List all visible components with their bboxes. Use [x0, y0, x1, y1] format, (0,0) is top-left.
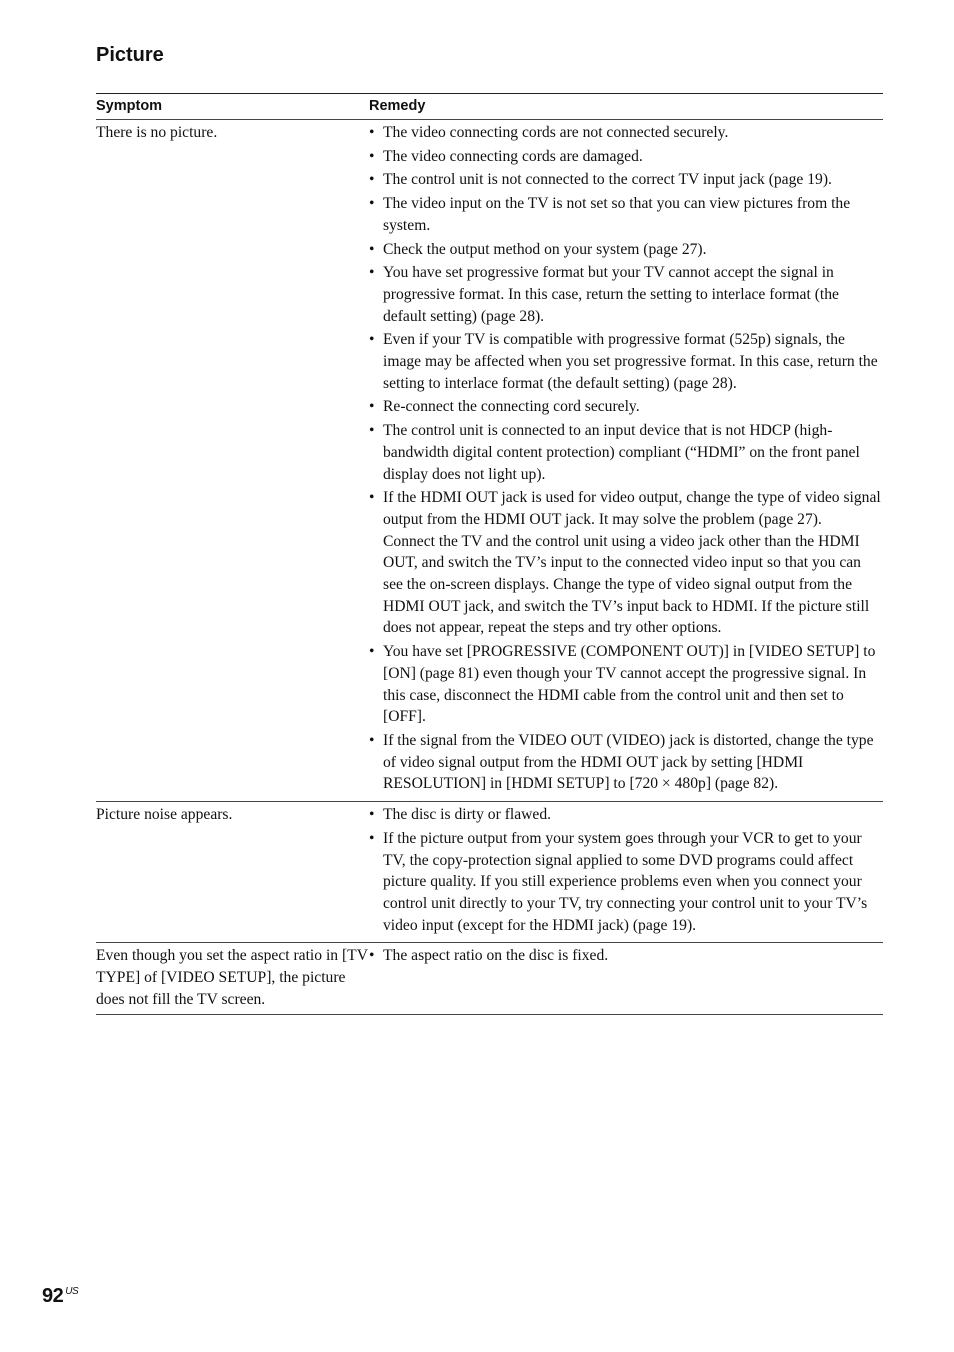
remedy-item	[369, 641, 883, 728]
remedy-item	[369, 193, 883, 236]
remedy-item	[369, 146, 883, 168]
remedy-text: The control unit is not connected to the correct TV input jack (page 19).	[383, 171, 832, 189]
remedy-cell	[369, 802, 883, 943]
remedy-text: Even if your TV is compatible with progressive format (525p) signals, the image may be affected when you set progressive format. In this case, return the setting to interlace format (the default setting) (page 28).	[383, 331, 878, 392]
remedy-cell	[369, 943, 883, 1015]
table-row	[96, 120, 883, 802]
remedy-item	[369, 945, 883, 967]
remedy-item	[369, 169, 883, 191]
remedy-text: The video input on the TV is not set so that you can view pictures from the system.	[383, 195, 851, 234]
remedy-item	[369, 122, 883, 144]
remedy-continuation-text: Connect the TV and the control unit using a video jack other than the HDMI OUT, and switch the TV’s input to the connected video input so that you can see the on-screen displays. Change the type of video signal output from the HDMI OUT jack, and switch the TV’s input back to HDMI. If the picture still does not appear, repeat the steps and try other options.	[383, 532, 870, 637]
remedy-text: If the picture output from your system goes through your VCR to get to your TV, the copy-protection signal applied to some DVD programs could affect picture quality. If you still experience problems even when you connect your control unit directly to your TV, try connecting your control unit to your TV’s video input (except for the HDMI jack) (page 19).	[383, 829, 868, 934]
remedy-column-header: Remedy	[369, 98, 426, 114]
remedy-text: The aspect ratio on the disc is fixed.	[383, 947, 609, 965]
symptom-column-header: Symptom	[96, 98, 163, 114]
remedy-text: If the HDMI OUT jack is used for video output, change the type of video signal output from the HDMI OUT jack. It may solve the problem (page 27).	[383, 489, 881, 528]
symptom-cell: Picture noise appears.	[96, 806, 233, 824]
remedy-text: Check the output method on your system (page 27).	[383, 240, 707, 258]
remedy-cell	[369, 120, 883, 802]
symptom-cell: There is no picture.	[96, 124, 218, 141]
remedy-text: The video connecting cords are damaged.	[383, 147, 643, 165]
remedy-item	[369, 804, 883, 826]
section-title: Picture	[96, 44, 164, 66]
remedy-text: The disc is dirty or flawed.	[383, 806, 552, 824]
remedy-item	[369, 396, 883, 418]
troubleshooting-table	[96, 93, 883, 1015]
page-number	[42, 1285, 78, 1308]
remedy-text: If the signal from the VIDEO OUT (VIDEO) jack is distorted, change the type of video signal output from the HDMI OUT jack by setting [HDMI RESOLUTION] in [HDMI SETUP] to [720 × 480p] (page 82).	[383, 731, 874, 793]
remedy-text: You have set [PROGRESSIVE (COMPONENT OUT)] in [VIDEO SETUP] to [ON] (page 81) even though your TV cannot accept the progressive signal. In this case, disconnect the HDMI cable from the control unit and then set to [OFF].	[383, 643, 876, 726]
remedy-list	[369, 804, 883, 936]
table-row	[96, 802, 883, 943]
remedy-text: The control unit is connected to an input device that is not HDCP (high-bandwidth digital content protection) compliant (“HDMI” on the front panel display does not light up).	[383, 422, 860, 483]
remedy-text: You have set progressive format but your TV cannot accept the signal in progressive format. In this case, return the setting to interlace format (the default setting) (page 28).	[383, 264, 839, 325]
remedy-item	[369, 730, 883, 795]
symptom-cell: Even though you set the aspect ratio in [TV TYPE] of [VIDEO SETUP], the picture does not fill the TV screen.	[96, 947, 368, 1008]
table-header-row	[96, 94, 883, 120]
table-row	[96, 943, 883, 1015]
page-number-value: 92	[42, 1285, 64, 1307]
remedy-item	[369, 828, 883, 937]
remedy-item	[369, 262, 883, 327]
remedy-item	[369, 239, 883, 261]
remedy-text: The video connecting cords are not connected securely.	[383, 124, 729, 141]
remedy-item	[369, 420, 883, 485]
remedy-text: Re-connect the connecting cord securely.	[383, 398, 640, 416]
remedy-list	[369, 122, 883, 795]
remedy-item	[369, 329, 883, 394]
region-code: US	[65, 1286, 79, 1297]
remedy-item	[369, 487, 883, 639]
remedy-list	[369, 945, 883, 967]
